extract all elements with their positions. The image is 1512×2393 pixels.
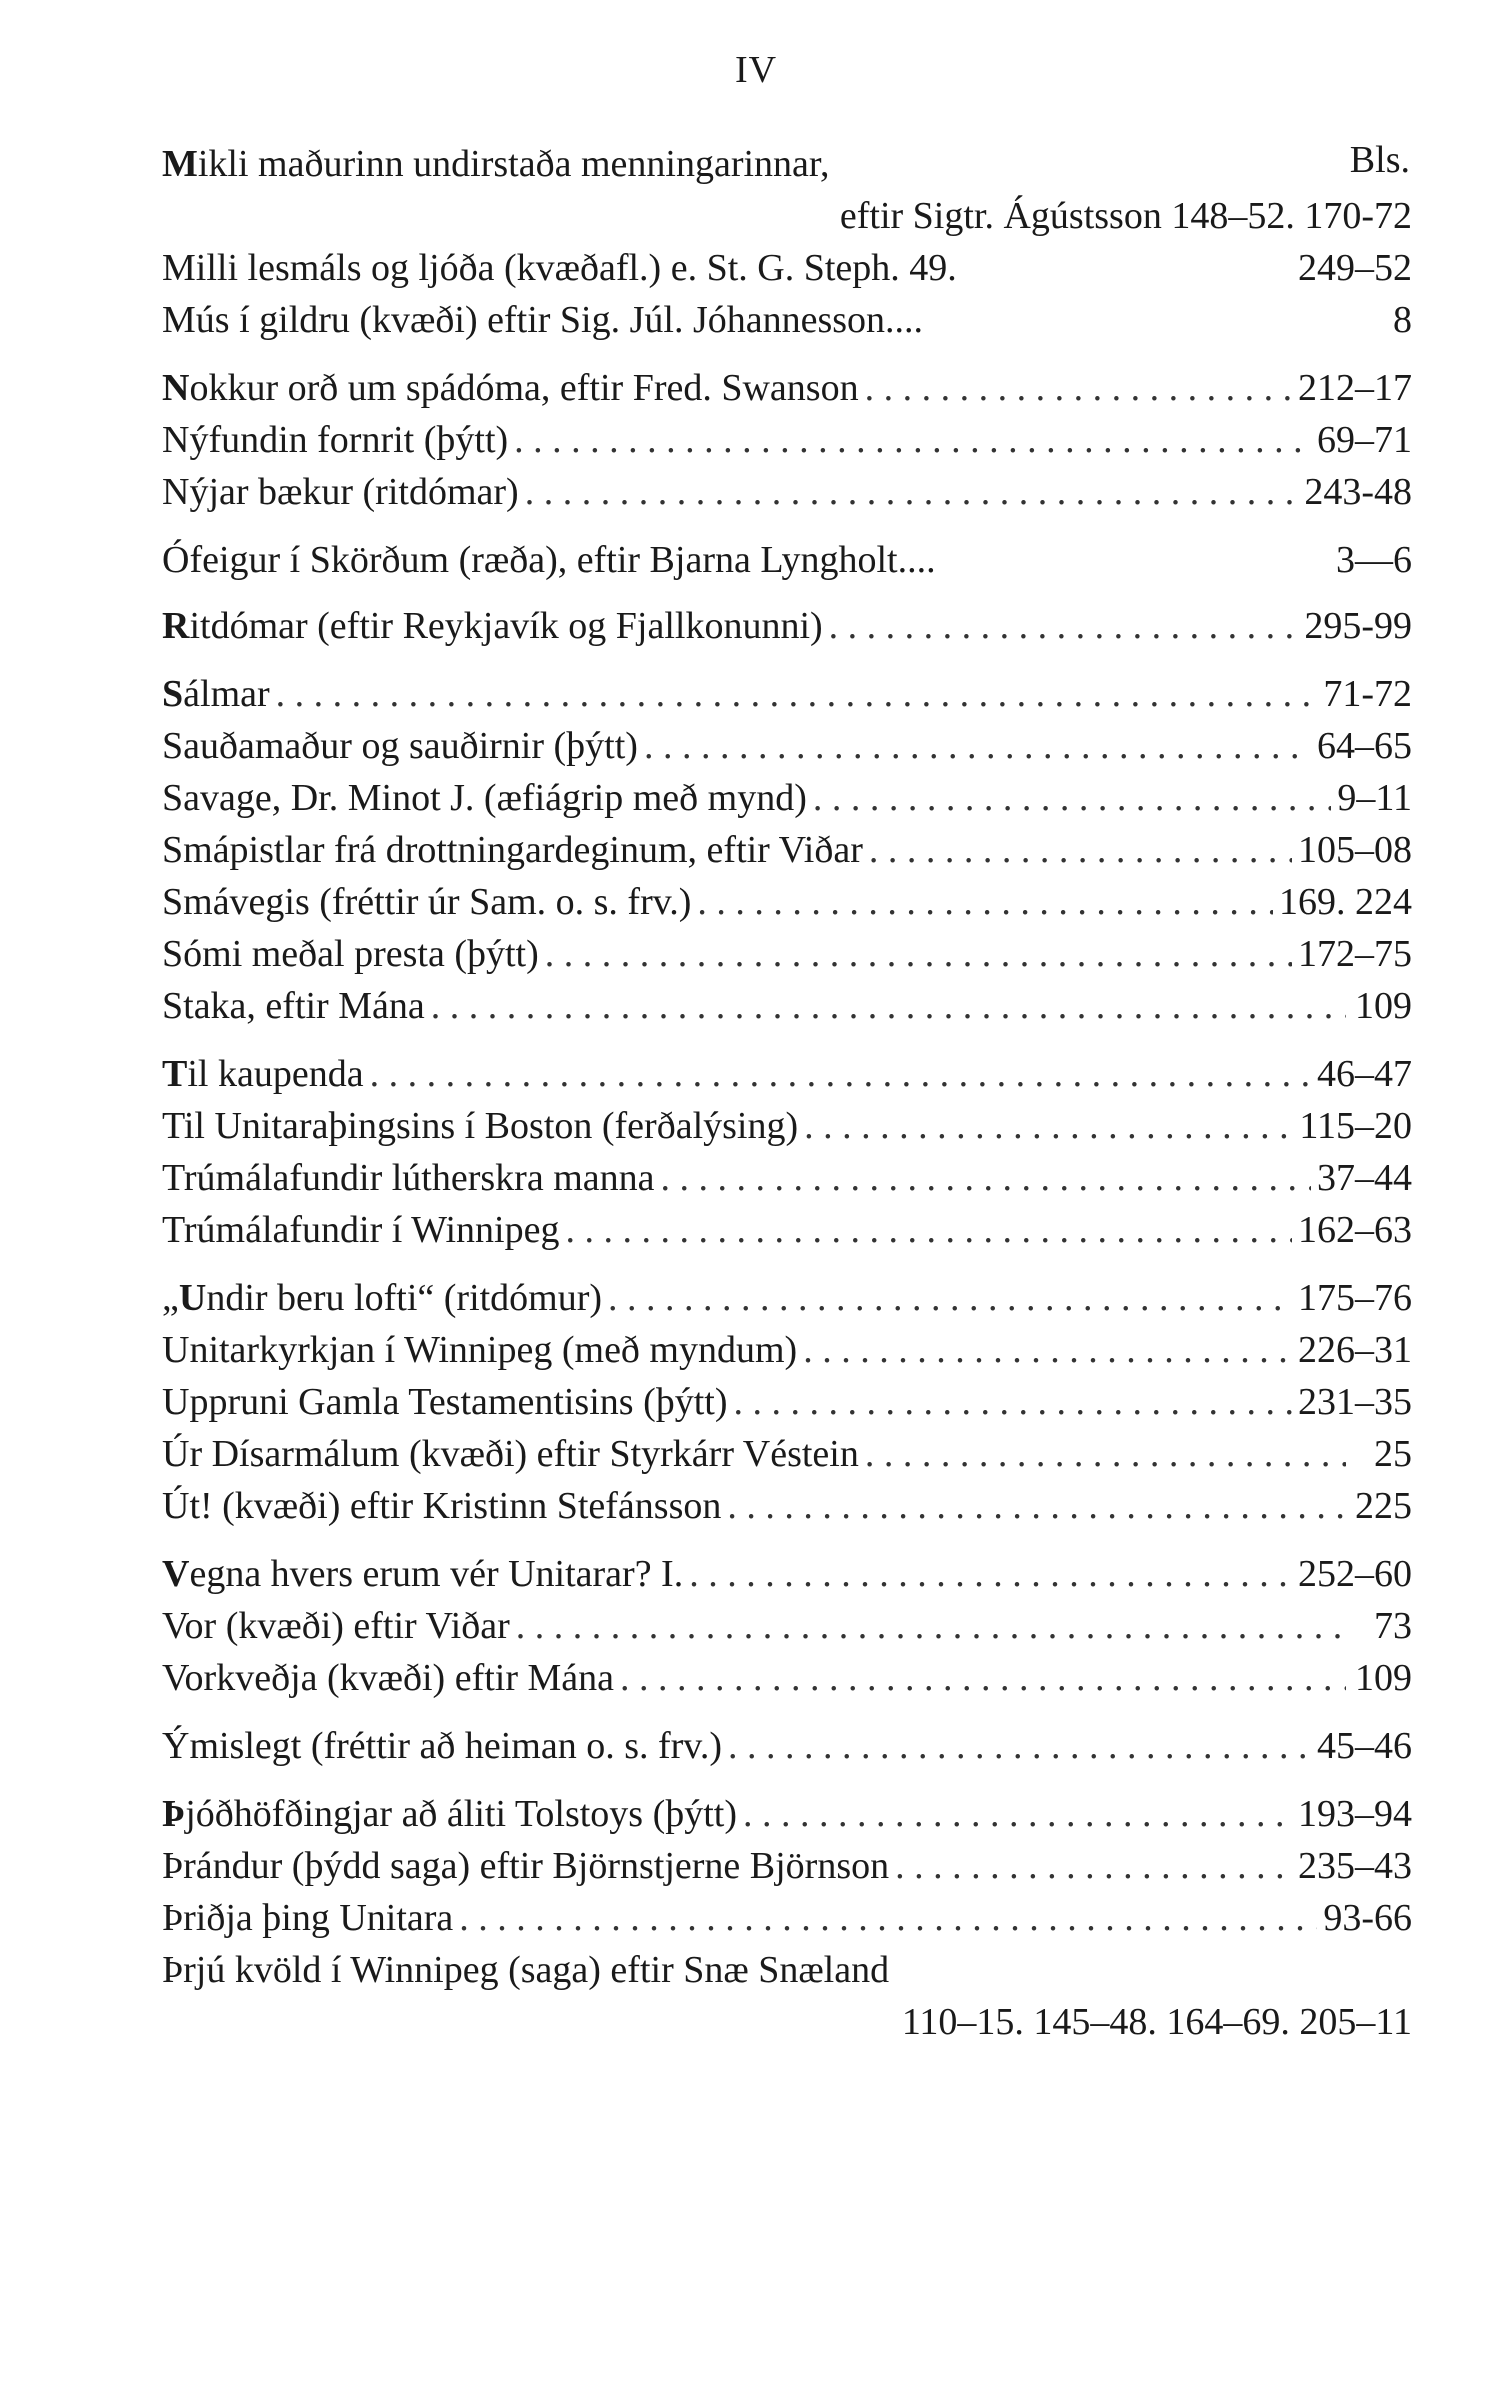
entry-title-text: ndir beru lofti“ (ritdómur) [206,1277,603,1319]
leader-dots [516,1600,1346,1652]
entry-title-text: Milli lesmáls og ljóða (kvæðafl.) e. St. G. Steph. 49. [162,247,957,289]
index-entry [162,1152,1412,1204]
index-entry [162,1652,1412,1704]
leader-dots [431,980,1346,1032]
entry-title [162,138,830,190]
entry-continuation [840,190,1412,242]
entry-title [162,1720,722,1772]
entry-title-text: Vorkveðja (kvæði) eftir Mána [162,1657,615,1699]
leader-dots [865,362,1292,414]
entry-page: 105–08 [1298,829,1412,871]
entry-title-text: Ófeigur í Skörðum (ræða), eftir Bjarna Lyngholt.... [162,539,936,581]
leader-dots [804,1100,1293,1152]
entry-title [162,1100,798,1152]
entry-title [162,1048,364,1100]
entry-title [162,1788,737,1840]
entry-initial: V [162,1553,190,1595]
entry-title [162,242,957,294]
entry-page: 37–44 [1317,1157,1412,1199]
leader-dots [459,1892,1317,1944]
index-entry [162,1600,1412,1652]
entry-page: 71-72 [1323,673,1412,715]
entry-title-text: Trúmálafundir lútherskra manna [162,1157,655,1199]
entry-page: 243-48 [1304,471,1412,513]
index-entry [162,1548,1412,1600]
index-entry [162,824,1412,876]
leader-dots [660,1152,1311,1204]
index-entry [162,980,1412,1032]
entry-page: 235–43 [1298,1845,1412,1887]
entry-title-text: Úr Dísarmálum (kvæði) eftir Styrkárr Véstein [162,1433,859,1475]
index-entry [162,1204,1412,1256]
entry-continuation [902,1996,1412,2048]
entry-lead-quote: „ [162,1277,179,1319]
entry-page: 109 [1355,985,1412,1027]
entry-page: 109 [1355,1657,1412,1699]
column-header-bls: Bls. [1349,139,1410,181]
leader-dots [608,1272,1292,1324]
leader-dots [813,772,1332,824]
entry-page: 205–11 [1299,2001,1412,2043]
entry-title [162,1480,721,1532]
index-entry [162,1428,1412,1480]
index-entry [162,534,1412,586]
leader-dots [689,1548,1292,1600]
leader-dots [620,1652,1346,1704]
index-entry [162,414,1412,466]
index-entry [162,1840,1412,1892]
entry-page: 295-99 [1304,605,1412,647]
entry-title [162,466,519,518]
entry-continuation-text: 110–15. 145–48. 164–69. [901,2001,1290,2043]
index-entry [162,294,1412,346]
entry-page: 69–71 [1317,419,1412,461]
entry-page: 175–76 [1298,1277,1412,1319]
entry-title [162,1152,654,1204]
leader-dots [565,1204,1292,1256]
entry-title [162,362,859,414]
index-entry [162,668,1412,720]
entry-initial: M [162,143,198,185]
entry-page: 226–31 [1298,1329,1412,1371]
leader-dots [514,414,1311,466]
entry-title-text: Þrjú kvöld í Winnipeg (saga) eftir Snæ Snæland [162,1949,890,1991]
entry-title-text: Út! (kvæði) eftir Kristinn Stefánsson [162,1485,722,1527]
leader-dots [644,720,1311,772]
entry-title-text: Nýjar bækur (ritdómar) [162,471,519,513]
index-entry [162,1892,1412,1944]
index-entry [162,1324,1412,1376]
entry-title-text: Nýfundin fornrit (þýtt) [162,419,509,461]
leader-dots [276,668,1318,720]
index-entry [162,876,1412,928]
leader-dots [895,1840,1292,1892]
leader-dots [545,928,1292,980]
entry-title [162,1652,614,1704]
entry-title [162,980,425,1032]
entry-title [162,1428,859,1480]
entry-title-text: Savage, Dr. Minot J. (æfiágrip með mynd) [162,777,807,819]
entry-title-text: Trúmálafundir í Winnipeg [162,1209,560,1251]
entry-page: 193–94 [1298,1793,1412,1835]
entry-page: 93-66 [1323,1897,1412,1939]
entry-title-text: álmar [183,673,270,715]
index-entry [162,1272,1412,1324]
index-entry [162,1720,1412,1772]
entry-page: 172–75 [1298,933,1412,975]
leader-dots [728,1720,1311,1772]
index-entry [162,1100,1412,1152]
leader-dots [869,824,1292,876]
leader-dots [697,876,1273,928]
index-entry [162,720,1412,772]
entry-title-text: Til Unitaraþingsins í Boston (ferðalýsing) [162,1105,799,1147]
entry-title-text: okkur orð um spádóma, eftir Fred. Swanson [189,367,859,409]
entry-page: 25 [1374,1433,1412,1475]
entry-title [162,1272,602,1324]
leader-dots [734,1376,1293,1428]
entry-initial: T [162,1053,188,1095]
entry-title-text: il kaupenda [187,1053,364,1095]
entry-title-text: Vor (kvæði) eftir Viðar [162,1605,510,1647]
entry-page: 45–46 [1317,1725,1412,1767]
entry-initial: N [162,367,190,409]
entry-title-text: Sauðamaður og sauðirnir (þýtt) [162,725,638,767]
index-entry [162,1480,1412,1532]
entry-page: 169. 224 [1279,881,1412,923]
entry-continuation-text: eftir Sigtr. Ágústsson 148–52. [839,195,1295,237]
entry-title-text: Þriðja þing Unitara [162,1897,454,1939]
entry-title [162,294,923,346]
entry-title [162,824,863,876]
index-entry [162,242,1412,294]
entry-title [162,720,638,772]
entry-title-text: Unitarkyrkjan í Winnipeg (með myndum) [162,1329,798,1371]
page-number: IV [734,49,778,91]
entry-page: 170-72 [1304,195,1412,237]
entry-title-text: Mús í gildru (kvæði) eftir Sig. Júl. Jóhannesson.... [162,299,924,341]
entry-title-text: egna hvers erum vér Unitarar? I. [189,1553,684,1595]
index-entry [162,1788,1412,1840]
entry-title [162,1944,889,1996]
entry-title [162,1548,683,1600]
entry-title [162,1840,889,1892]
entry-title [162,772,807,824]
leader-dots [727,1480,1346,1532]
entry-title-text: itdómar (eftir Reykjavík og Fjallkonunni) [189,605,823,647]
entry-page: 8 [1393,299,1412,341]
index-entry [162,928,1412,980]
leader-dots [525,466,1299,518]
index-entry [162,466,1412,518]
entry-title [162,414,508,466]
entry-title [162,1600,510,1652]
index-entry [162,1376,1412,1428]
entry-page: 212–17 [1298,367,1412,409]
entry-initial: R [162,605,190,647]
index-entry [162,772,1412,824]
leader-dots [829,600,1299,652]
entry-page: 73 [1374,1605,1412,1647]
entry-title [162,668,270,720]
leader-dots [803,1324,1292,1376]
entry-initial: Þ [162,1793,186,1835]
entry-title-text: Sómi meðal presta (þýtt) [162,933,539,975]
entry-title-text: Þrándur (þýdd saga) eftir Björnstjerne Björnson [162,1845,890,1887]
entry-title [162,876,691,928]
entry-page: 3—6 [1336,539,1412,581]
entry-page: 225 [1355,1485,1412,1527]
entry-page: 46–47 [1317,1053,1412,1095]
entry-initial: U [178,1277,207,1319]
entry-title [162,1892,453,1944]
entry-title-text: Uppruni Gamla Testamentisins (þýtt) [162,1381,728,1423]
entry-title [162,1376,728,1428]
entry-page: 231–35 [1298,1381,1412,1423]
entry-title-text: ikli maðurinn undirstaða menningarinnar, [197,143,830,185]
entry-title [162,1204,559,1256]
index-entry [162,362,1412,414]
entry-title [162,534,936,586]
leader-dots [370,1048,1311,1100]
leader-dots [743,1788,1292,1840]
entry-initial: S [162,673,184,715]
entry-title-text: jóðhöfðingjar að áliti Tolstoys (þýtt) [185,1793,738,1835]
entry-page: 162–63 [1298,1209,1412,1251]
index-entry [162,138,1412,190]
index-entry [162,600,1412,652]
leader-dots [865,1428,1346,1480]
entry-page: 9–11 [1337,777,1412,819]
entry-title-text: Staka, eftir Mána [162,985,425,1027]
entry-title-text: Smápistlar frá drottningardeginum, eftir Viðar [162,829,863,871]
entry-title [162,1324,797,1376]
entry-page: 252–60 [1298,1553,1412,1595]
entry-title [162,600,823,652]
entry-title-text: Smávegis (fréttir úr Sam. o. s. frv.) [162,881,692,923]
entry-title-text: Ýmislegt (fréttir að heiman o. s. frv.) [162,1725,722,1767]
entry-title [162,928,539,980]
entry-page: 64–65 [1317,725,1412,767]
entry-page: 249–52 [1298,247,1412,289]
entry-page: 115–20 [1299,1105,1412,1147]
index-entry [162,1944,1412,1996]
index-entry [162,1048,1412,1100]
